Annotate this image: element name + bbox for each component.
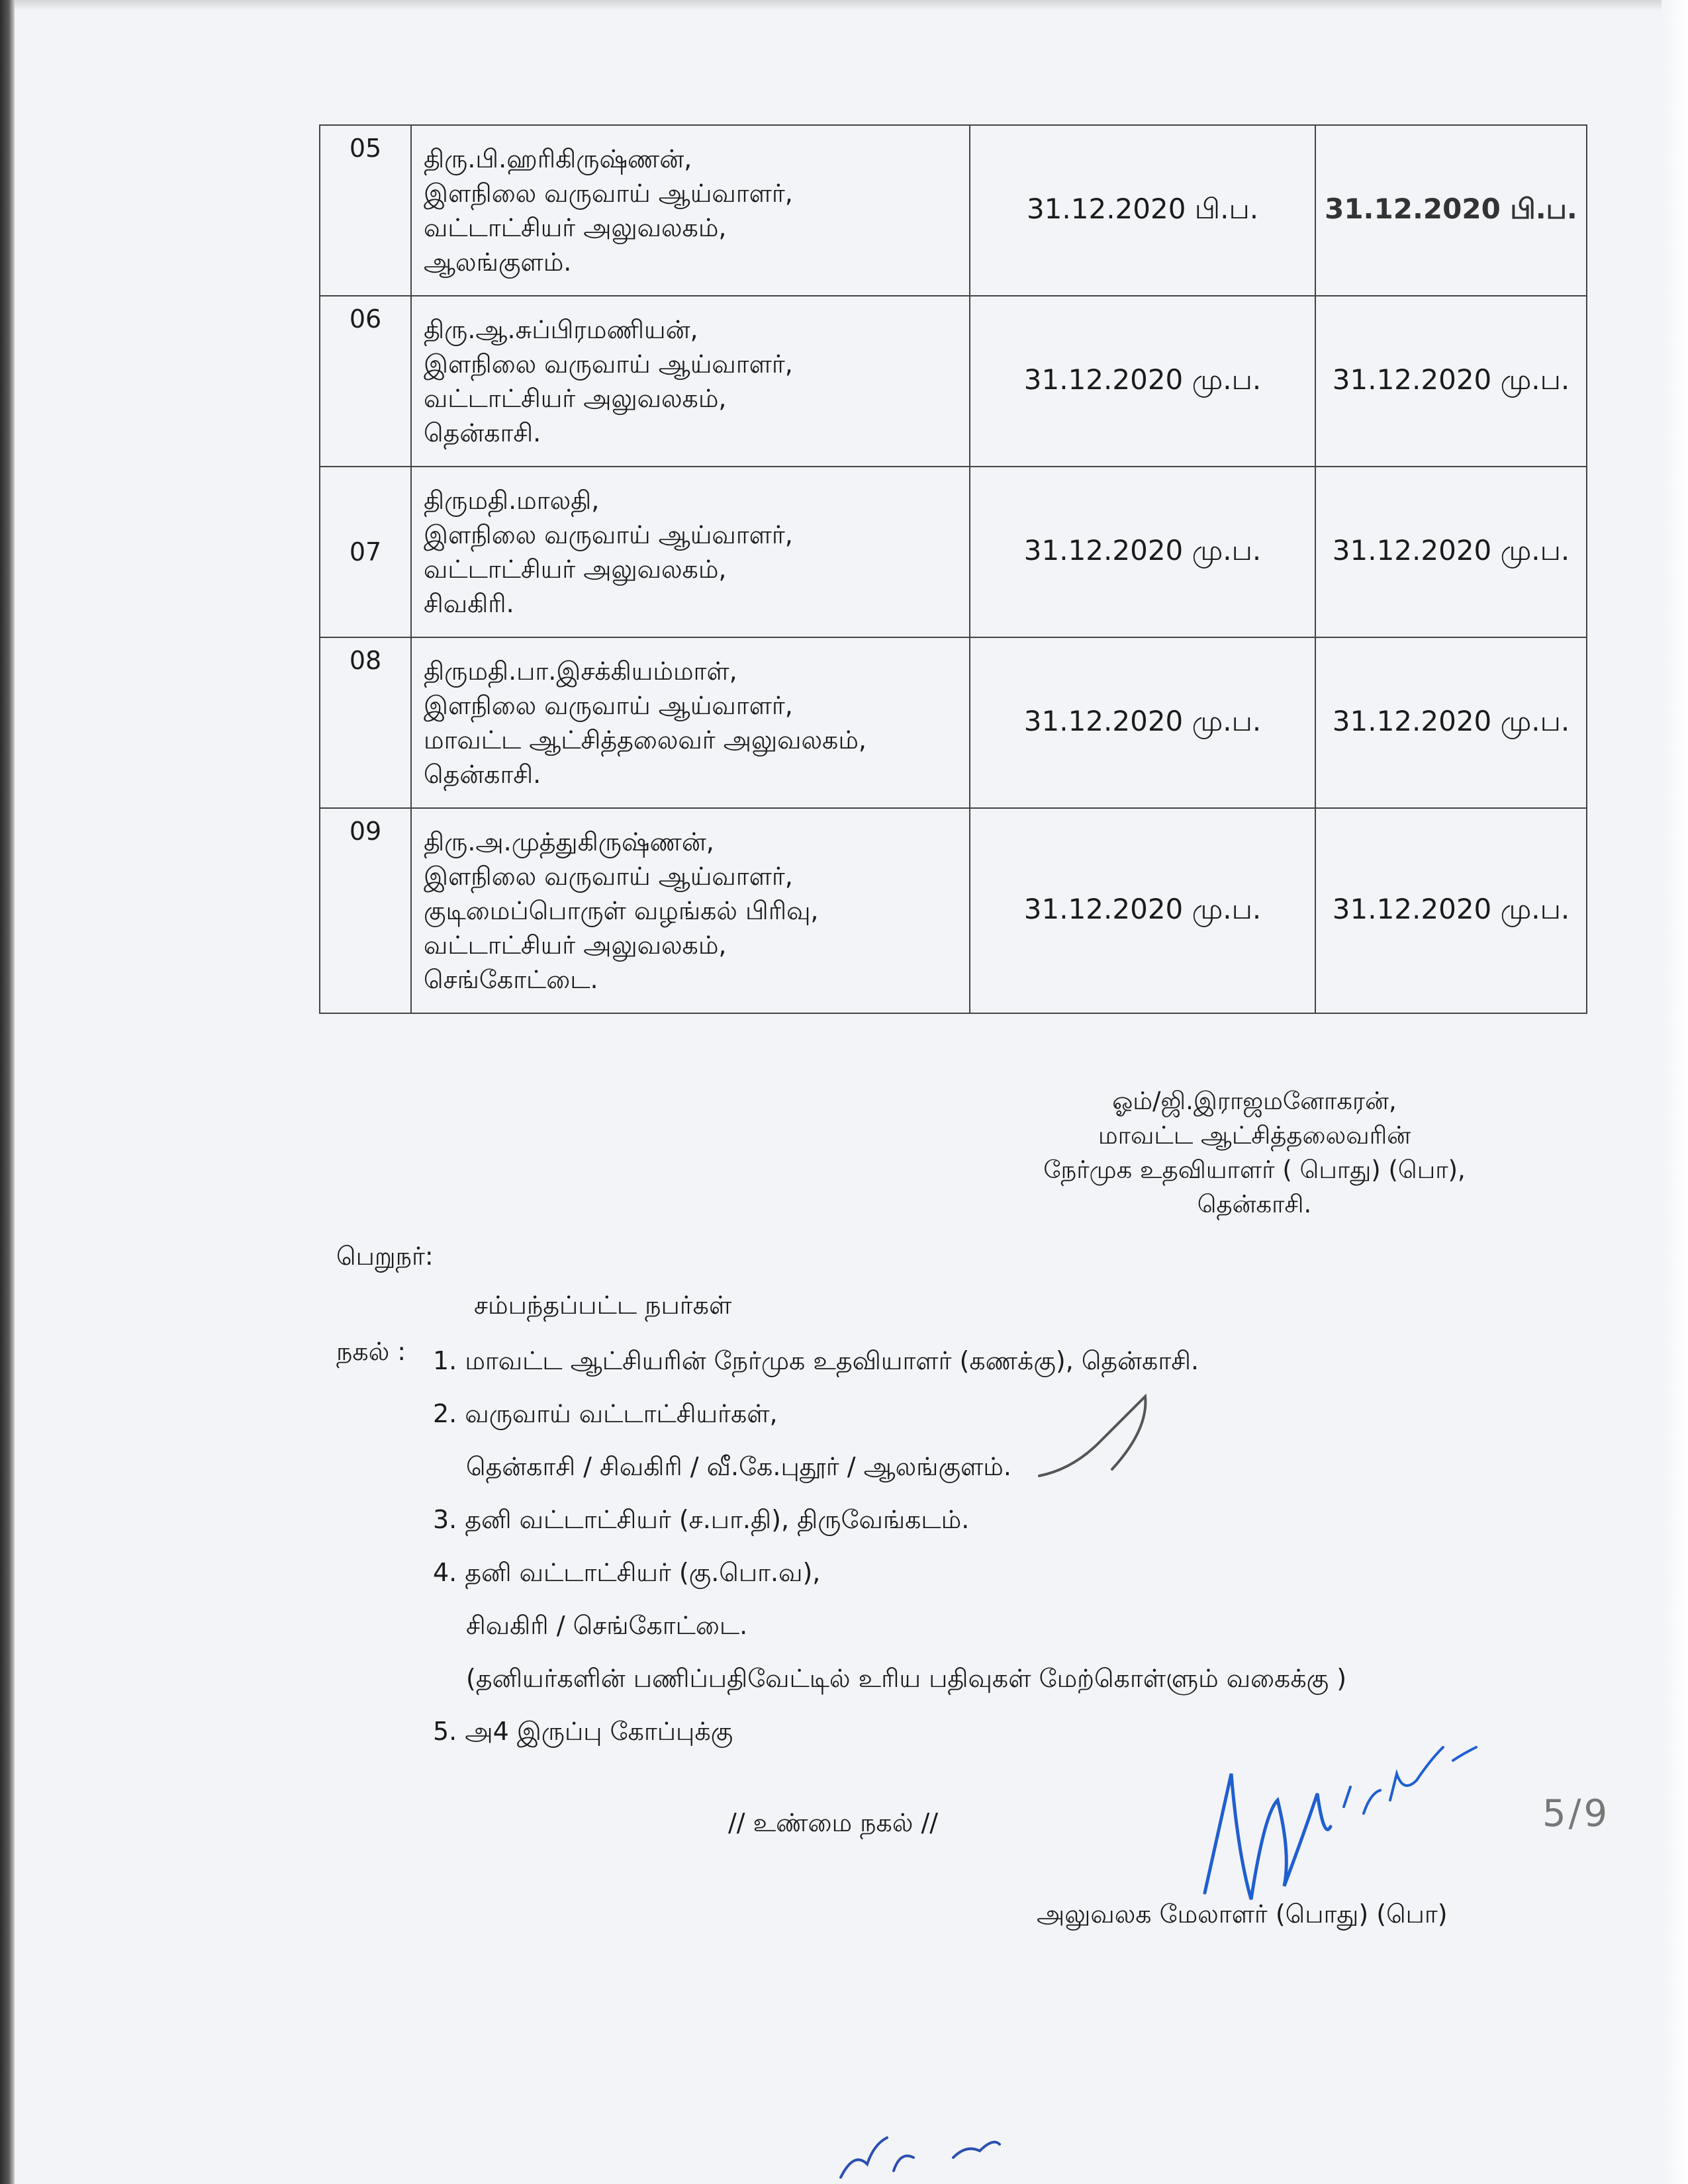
date-cell: 31.12.2020 மு.ப.: [970, 296, 1315, 467]
copy-list: [433, 1334, 1346, 1758]
signatory-name: ஓம்/ஜி.இராஜமனோகரன்,: [1112, 1087, 1397, 1115]
name-cell: [411, 296, 970, 467]
name-cell: [411, 808, 970, 1013]
bottom-handwriting-mark: [834, 2131, 1006, 2184]
copy-label: நகல் :: [336, 1337, 406, 1366]
scan-edge-top: [0, 0, 1688, 11]
copy-item: 1. மாவட்ட ஆட்சியரின் நேர்முக உதவியாளர் (கணக்கு), தென்காசி.: [433, 1346, 1199, 1375]
date-cell: 31.12.2020 மு.ப.: [970, 808, 1315, 1013]
office-line: மாவட்ட ஆட்சித்தலைவர் அலுவலகம்,: [424, 725, 867, 754]
place-line: ஆலங்குளம்.: [424, 248, 572, 277]
table-row: [320, 467, 1587, 637]
date-cell: 31.12.2020 மு.ப.: [970, 637, 1315, 808]
designation-line: இளநிலை வருவாய் ஆய்வாளர்,: [424, 349, 793, 379]
office-line: வட்டாட்சியர் அலுவலகம்,: [424, 931, 727, 960]
date-cell-2: 31.12.2020 மு.ப.: [1315, 467, 1587, 637]
page-mark: 5/9: [1542, 1792, 1611, 1835]
copy-item: 2. வருவாய் வட்டாட்சியர்கள்,: [433, 1399, 778, 1428]
copy-item-detail: சிவகிரி / செங்கோட்டை.: [466, 1611, 748, 1640]
true-copy-label: // உண்மை நகல் //: [728, 1808, 939, 1837]
row-number-cell: [320, 808, 411, 1013]
table-row: [320, 296, 1587, 467]
handwritten-signature: [1192, 1734, 1496, 1919]
name-cell: [411, 467, 970, 637]
name-line: திரு.அ.முத்துகிருஷ்ணன்,: [424, 827, 714, 856]
designation-line: இளநிலை வருவாய் ஆய்வாளர்,: [424, 691, 793, 720]
office-line: வட்டாட்சியர் அலுவலகம்,: [424, 555, 727, 584]
designation-line: இளநிலை வருவாய் ஆய்வாளர்,: [424, 520, 793, 549]
scan-edge-right: [1662, 0, 1688, 2184]
date-cell-2: 31.12.2020 பி.ப.: [1315, 125, 1587, 296]
place-line: தென்காசி.: [424, 760, 541, 789]
schedule-table: [319, 124, 1587, 1014]
place-line: தென்காசி.: [424, 418, 541, 447]
scan-edge-left: [0, 0, 15, 2184]
office-superintendent: அலுவலக மேலாளர் (பொது) (பொ): [1037, 1899, 1448, 1929]
name-cell: [411, 637, 970, 808]
table-row: [320, 125, 1587, 296]
date-cell-2: 31.12.2020 மு.ப.: [1315, 296, 1587, 467]
row-number: 08: [349, 646, 382, 675]
designation-line: இளநிலை வருவாய் ஆய்வாளர்,: [424, 862, 793, 891]
row-number-cell: [320, 125, 411, 296]
date-cell: 31.12.2020 மு.ப.: [970, 467, 1315, 637]
office-line: வட்டாட்சியர் அலுவலகம்,: [424, 213, 727, 242]
date-cell-2: 31.12.2020 மு.ப.: [1315, 637, 1587, 808]
row-number-cell: [320, 467, 411, 637]
copy-item-detail: தென்காசி / சிவகிரி / வீ.கே.புதூர் / ஆலங்குளம்.: [466, 1452, 1011, 1481]
signatory-title-2: நேர்முக உதவியாளர் ( பொது) (பொ),: [1043, 1156, 1466, 1184]
row-number-cell: [320, 637, 411, 808]
designation-line: இளநிலை வருவாய் ஆய்வாளர்,: [424, 179, 793, 208]
signatory-block: [980, 1084, 1529, 1222]
name-cell: [411, 125, 970, 296]
row-number-cell: [320, 296, 411, 467]
row-number: 05: [349, 134, 382, 163]
signatory-place: தென்காசி.: [1197, 1190, 1312, 1218]
office-line: வட்டாட்சியர் அலுவலகம்,: [424, 384, 727, 413]
place-line: செங்கோட்டை.: [424, 965, 598, 994]
section-line: குடிமைப்பொருள் வழங்கல் பிரிவு,: [424, 896, 819, 925]
table-row: [320, 637, 1587, 808]
copy-item: 4. தனி வட்டாட்சியர் (கு.பொ.வ),: [433, 1558, 821, 1587]
table-row: [320, 808, 1587, 1013]
place-line: சிவகிரி.: [424, 589, 514, 618]
signatory-title-1: மாவட்ட ஆட்சித்தலைவரின்: [1098, 1121, 1411, 1150]
row-number: 06: [349, 304, 382, 334]
row-number: 09: [349, 817, 382, 846]
date-cell: 31.12.2020 பி.ப.: [970, 125, 1315, 296]
date-cell-2: 31.12.2020 மு.ப.: [1315, 808, 1587, 1013]
copy-item: 3. தனி வட்டாட்சியர் (ச.பா.தி), திருவேங்கடம்.: [433, 1505, 970, 1534]
name-line: திரு.பி.ஹரிகிருஷ்ணன்,: [424, 144, 692, 173]
copy-item: 5. அ4 இருப்பு கோப்புக்கு: [433, 1717, 733, 1746]
copy-item-note: (தனியர்களின் பணிப்பதிவேட்டில் உரிய பதிவுகள் மேற்கொள்ளும் வகைக்கு ): [466, 1664, 1347, 1693]
recipient-value: சம்பந்தப்பட்ட நபர்கள்: [474, 1291, 732, 1320]
name-line: திரு.ஆ.சுப்பிரமணியன்,: [424, 315, 698, 344]
row-number: 07: [349, 537, 382, 567]
name-line: திருமதி.பா.இசக்கியம்மாள்,: [424, 657, 737, 686]
handwritten-check-mark: [1033, 1390, 1152, 1489]
recipient-label: பெறுநர்:: [336, 1242, 434, 1271]
name-line: திருமதி.மாலதி,: [424, 486, 600, 515]
